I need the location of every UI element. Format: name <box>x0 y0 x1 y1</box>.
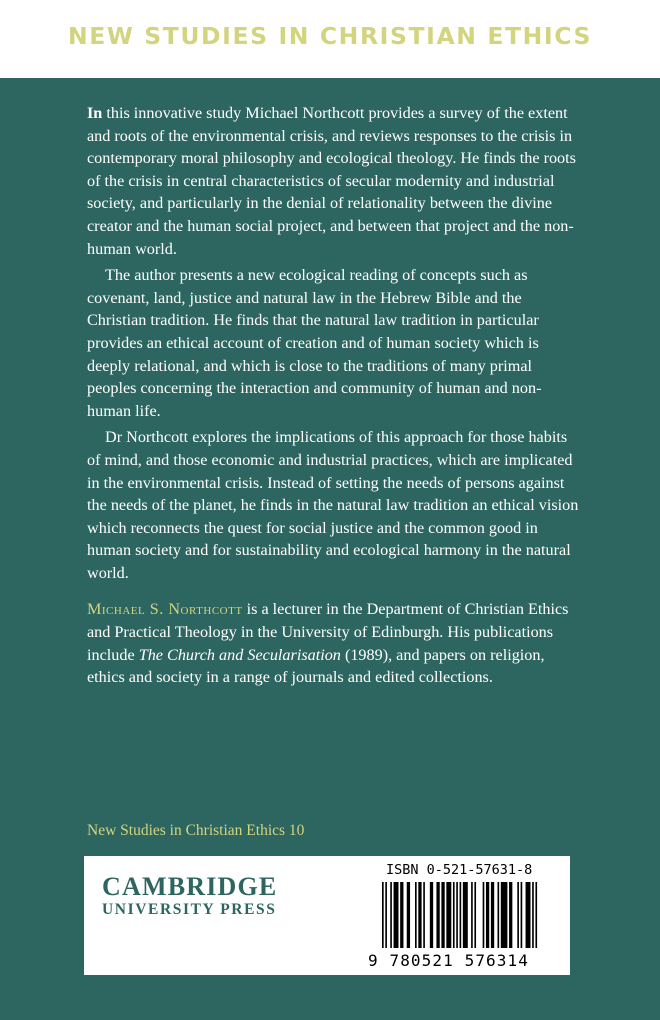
barcode-bar <box>463 882 468 948</box>
publisher-name-sub: UNIVERSITY PRESS <box>102 901 277 918</box>
barcode-bar <box>535 882 537 948</box>
barcode-bar <box>423 882 425 948</box>
barcode-bar <box>400 882 403 948</box>
barcode-bar <box>483 882 485 948</box>
barcode-bar <box>521 882 523 948</box>
barcode-bar <box>394 882 399 948</box>
series-title: NEW STUDIES IN CHRISTIAN ETHICS <box>67 22 593 50</box>
back-cover-blurb <box>87 102 579 693</box>
barcode-bar <box>526 882 531 948</box>
barcode-bar <box>382 882 384 948</box>
barcode-bar <box>491 882 494 948</box>
blurb-paragraph-1-text: this innovative study Michael Northcott provides a survey of the extent and roots of the environmental crisis, and reviews responses to the crisis in contemporary moral philosophy and ecological theology. He finds the roots of the crisis in central characteristics of secular modernity and industrial society, and particularly in the denial of relationality between the divine creator and the human social project, and between that project and the non-human world. <box>87 104 576 258</box>
barcode-bar <box>441 882 444 948</box>
barcode-bar <box>509 882 512 948</box>
barcode-bar <box>474 882 476 948</box>
ean-number: 9 780521 576314 <box>368 951 529 970</box>
barcode-bar <box>446 882 451 948</box>
barcode-bar <box>415 882 417 948</box>
series-header <box>0 0 660 78</box>
author-bio-text-b: (1989), and papers on religion, ethics and society in a range of journals and edited collections. <box>87 645 545 687</box>
author-bio-text-a: is a lecturer in the Department of Christian Ethics and Practical Theology in the University of Edinburgh. His publications include <box>87 600 569 664</box>
author-bio <box>87 598 579 688</box>
barcode-bar <box>501 882 508 948</box>
blurb-paragraph-1 <box>87 102 579 260</box>
barcode-bar <box>456 882 458 948</box>
barcode-bar <box>453 882 455 948</box>
barcode <box>380 882 564 952</box>
isbn-label: ISBN 0-521-57631-8 <box>386 862 533 878</box>
blurb-paragraph-2: The author presents a new ecological reading of concepts such as covenant, land, justice and natural law in the Hebrew Bible and the Christian tradition. He finds that the natural law tradition in particular provides an ethical account of creation and of human society which is deeply relational, and which is close to the traditions of many primal peoples concerning the interaction and community of human and non-human life. <box>87 266 542 420</box>
barcode-bar <box>430 882 433 948</box>
publisher-panel <box>84 856 570 975</box>
publisher-name-main: CAMBRIDGE <box>102 872 278 901</box>
book-title: The Church and Secularisation <box>138 645 341 664</box>
author-name: Michael S. Northcott <box>87 600 243 619</box>
barcode-bar <box>390 882 392 948</box>
barcode-bar <box>418 882 421 948</box>
barcode-bar <box>407 882 410 948</box>
barcode-bar <box>460 882 462 948</box>
barcode-bar <box>532 882 534 948</box>
barcode-bar <box>385 882 387 948</box>
blurb-paragraph-3: Dr Northcott explores the implications of this approach for those habits of mind, and those economic and industrial practices, which are implicated in the environmental crisis. Instead of setting the needs of persons against the needs of the planet, he finds in the natural law tradition an ethical vision which reconnects the quest for social justice and the common good in human society and for sustainability and ecological harmony in the natural world. <box>87 428 579 582</box>
series-number: New Studies in Christian Ethics 10 <box>87 822 305 839</box>
barcode-bar <box>498 882 500 948</box>
barcode-bar <box>486 882 489 948</box>
publisher-logo <box>102 873 302 919</box>
barcode-bar <box>436 882 439 948</box>
barcode-bar <box>471 882 473 948</box>
barcode-bar <box>517 882 519 948</box>
blurb-lead-word: In <box>87 104 103 122</box>
